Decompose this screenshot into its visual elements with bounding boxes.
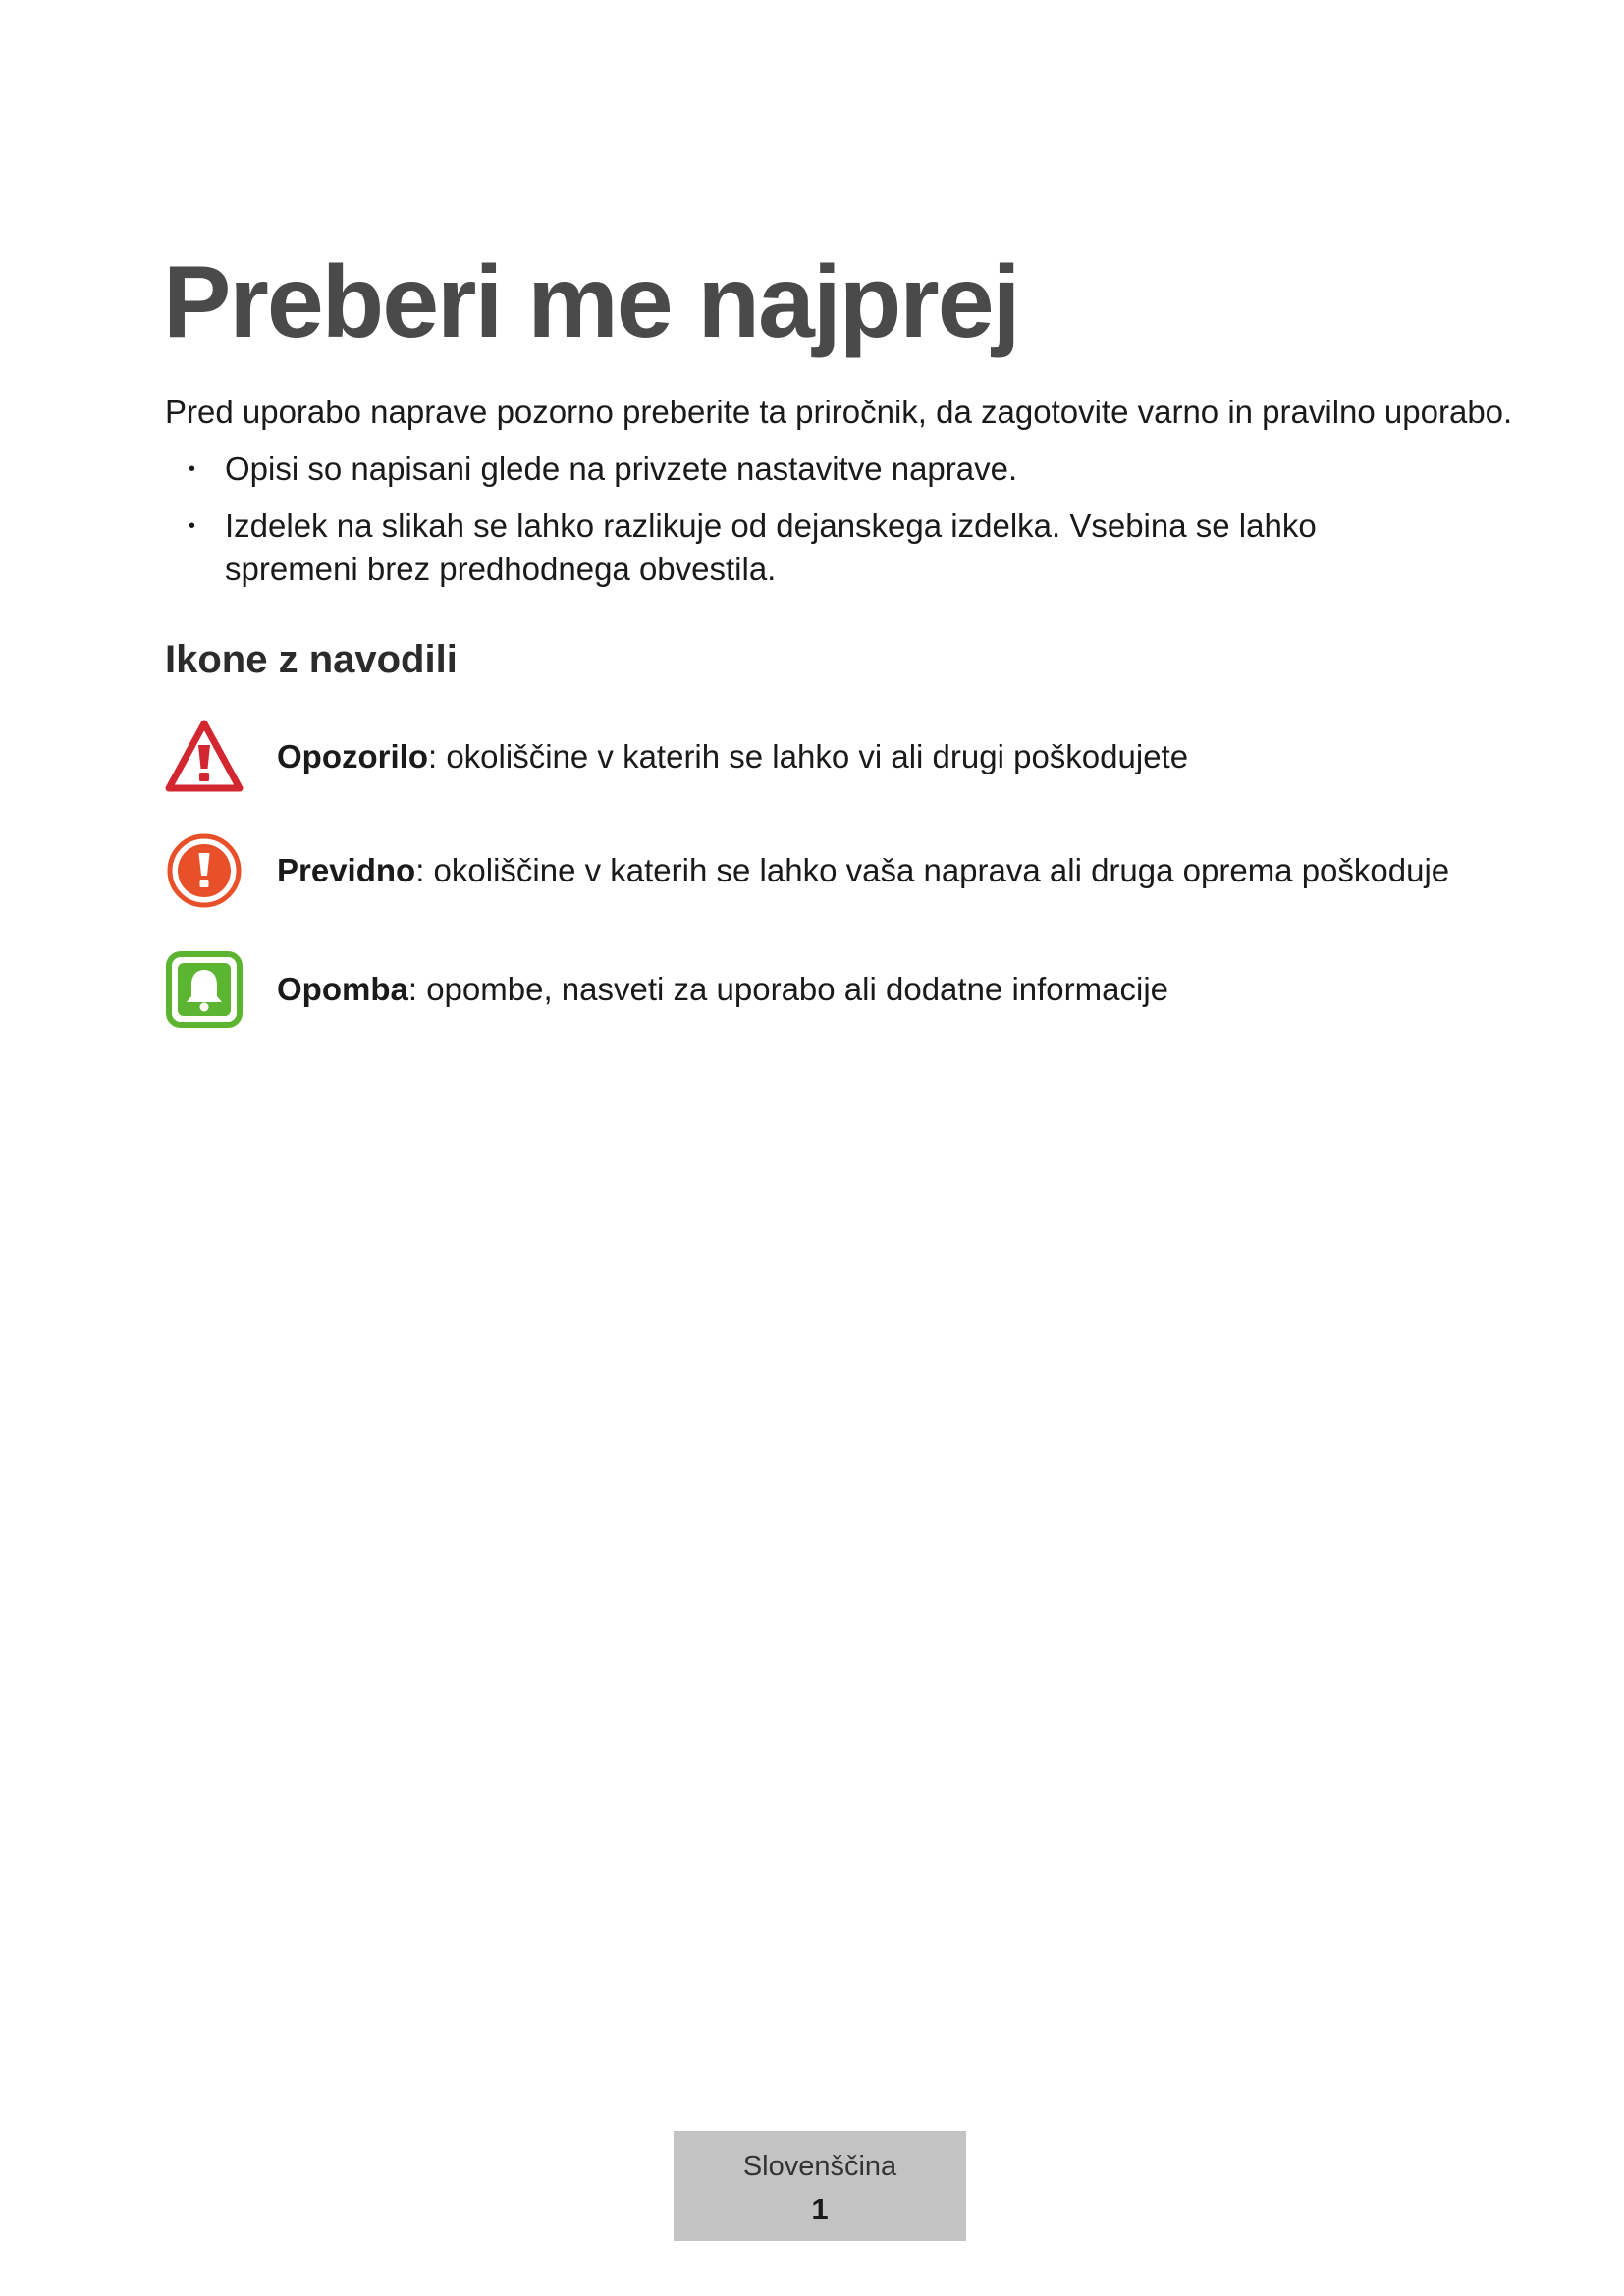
page-number: 1 [811, 2192, 829, 2226]
legend-description: okoliščine v katerih se lahko vaša naprava ali druga oprema poškoduje [433, 852, 1450, 888]
legend-term: Opomba [277, 971, 408, 1007]
bullet-list [165, 448, 1441, 605]
icon-legend-text [277, 831, 1449, 910]
warning-triangle-icon [165, 718, 244, 796]
footer-language: Slovenščina [742, 2151, 897, 2182]
legend-description: opombe, nasveti za uporabo ali dodatne informacije [426, 971, 1168, 1007]
legend-separator: : [427, 738, 447, 774]
icon-legend-caution [165, 831, 1450, 910]
section-heading: Ikone z navodili [165, 638, 458, 681]
legend-separator: : [415, 852, 434, 888]
legend-term: Previdno [277, 852, 416, 888]
legend-description: okoliščine v katerih se lahko vi ali drugi poškodujete [446, 738, 1189, 774]
intro-paragraph: Pred uporabo naprave pozorno preberite ta priročnik, da zagotovite varno in pravilno uporabo. [165, 394, 1513, 430]
icon-legend-text [277, 718, 1188, 796]
icon-legend-note [165, 950, 1441, 1029]
bullet-text: Izdelek na slikah se lahko razlikuje od dejanskega izdelka. Vsebina se lahko spremeni brez predhodnega obvestila. [225, 507, 1317, 587]
bullet-text: Opisi so napisani glede na privzete nastavitve naprave. [225, 451, 1018, 487]
bullet-item [165, 448, 1441, 491]
bullet-item [165, 505, 1441, 591]
legend-term: Opozorilo [277, 738, 428, 774]
legend-separator: : [407, 971, 427, 1007]
note-bell-icon [165, 950, 244, 1029]
caution-circle-icon [165, 831, 244, 910]
bullet-symbol: • [189, 458, 196, 480]
page-title: Preberi me najprej [163, 245, 1019, 359]
page-footer [674, 2131, 966, 2241]
icon-legend-text [277, 950, 1168, 1029]
icon-legend-warning [165, 718, 1441, 796]
bullet-symbol: • [189, 515, 196, 537]
